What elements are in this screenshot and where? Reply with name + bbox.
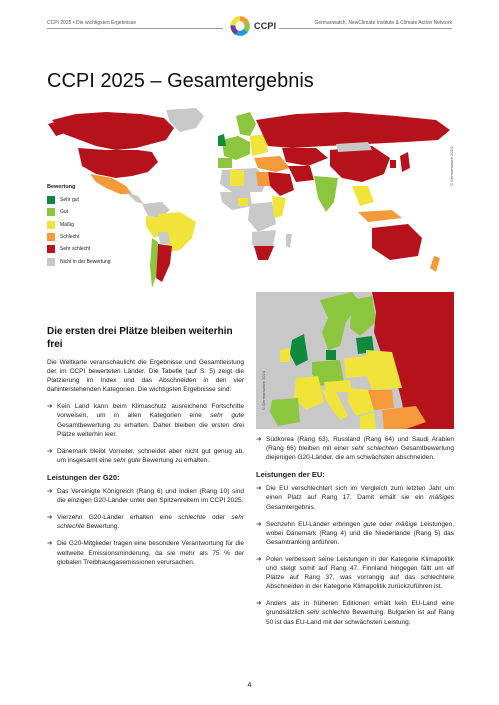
map-egypt <box>256 172 270 186</box>
text-segment: Gesamtbewertung zu erhalten. Daher bleiben die ersten drei Plätze weiterhin leer. <box>57 421 244 438</box>
eu-heading: Leistungen der EU: <box>256 470 325 480</box>
text-segment: Das Vereinigte Königreich (Rang 6) und Indien (Rang 10) sind die einzigen G20-Länder unter den Spitzenreitern im CCPI 2025. <box>57 488 244 505</box>
left-column <box>47 358 244 575</box>
text-segment: Vierzehn G20-Länder erhalten eine <box>57 514 179 522</box>
arrow-bullet-icon: ➔ <box>47 540 53 548</box>
text-segment: Polen verbessert seine Leistungen in der Kategorie Klimapolitik und steigt somit auf Rang 47. Finnland hingegen fällt um elf Plätze auf Rang 37, was vorrangig auf das schlechtere Abschneiden in der Kategorie Klimapolitik zurückzuführen ist. <box>266 555 454 591</box>
text-emphasis: sehr gute <box>210 412 244 420</box>
map-korea <box>390 160 396 168</box>
arrow-bullet-icon: ➔ <box>256 520 262 528</box>
text-emphasis: sehr schlechte <box>57 514 245 531</box>
legend-item <box>47 255 111 267</box>
legend-item <box>47 243 111 255</box>
map-turkey-middle-east <box>254 156 290 172</box>
legend-label: Mäßig <box>60 221 74 228</box>
legend-label: Gut <box>60 209 69 216</box>
map-australia <box>372 224 422 260</box>
legend-item <box>47 231 111 243</box>
map-europe-west <box>222 136 250 160</box>
header-rule-left <box>47 28 223 29</box>
text-emphasis: sehr schlechten <box>351 445 399 453</box>
map-madagascar <box>286 234 292 248</box>
text-emphasis: sehr gute <box>113 456 141 464</box>
europe-map <box>256 292 454 429</box>
text-segment: Die G20-Mitglieder tragen eine besondere Verantwortung für die weltweite Emissionsminderung, da sie mehr als 75 % der globalen Treibhausgasemissionen verursachen. <box>57 540 244 566</box>
map-russia <box>256 112 450 148</box>
legend-item <box>47 194 111 206</box>
europe-map-denmark <box>326 350 336 360</box>
page-number: 4 <box>247 682 252 689</box>
map-canada <box>52 112 174 150</box>
map-iran <box>288 166 314 182</box>
arrow-bullet-icon: ➔ <box>47 447 53 455</box>
text-segment: Gesamtbewertung diejenigen G20-Länder, die am schwächsten abschneiden. <box>266 445 454 462</box>
europe-map-copyright: © Germanwatch 2024 <box>261 371 266 410</box>
legend-title: Bewertung <box>47 184 76 190</box>
page-header <box>0 0 499 44</box>
map-scandinavia <box>236 112 256 136</box>
map-southeast-asia <box>352 186 374 206</box>
list-item <box>47 539 244 566</box>
map-south-africa <box>254 246 274 260</box>
legend-swatch <box>47 258 55 266</box>
arrow-bullet-icon: ➔ <box>47 514 53 522</box>
arrow-bullet-icon: ➔ <box>256 555 262 563</box>
map-east-africa <box>272 196 286 218</box>
europe-map-poland <box>344 356 368 378</box>
text-emphasis: sehr schlechte <box>306 609 350 617</box>
map-legend <box>47 184 111 268</box>
list-item <box>47 402 244 438</box>
map-japan <box>400 152 410 172</box>
list-item <box>256 520 454 547</box>
map-kazakhstan-central-asia <box>282 148 328 166</box>
page-title: CCPI 2025 – Gesamtergebnis <box>47 70 314 92</box>
text-segment: oder <box>205 514 232 522</box>
list-item <box>47 513 244 531</box>
ccpi-logo <box>228 13 277 41</box>
map-copyright: © Germanwatch 2024 <box>449 147 454 186</box>
map-bolivia <box>158 232 170 244</box>
text-segment: Die EU verschlechtert sich im Vergleich zum letzten Jahr um einen Platz auf Rang 17. Damit erhält sie ein <box>266 485 454 502</box>
arrow-bullet-icon: ➔ <box>256 485 262 493</box>
g20-heading: Leistungen der G20: <box>47 472 120 482</box>
map-usa <box>78 148 158 178</box>
europe-map-ireland <box>280 348 290 362</box>
map-algeria <box>230 170 244 186</box>
list-item <box>256 599 454 626</box>
map-chile <box>150 238 158 288</box>
ccpi-logo-icon <box>228 13 252 39</box>
legend-label: Sehr schlecht <box>60 246 91 253</box>
legend-label: Schlecht <box>60 234 80 241</box>
list-item <box>256 435 454 462</box>
text-segment: Bewertung zu erhalten. <box>140 456 210 464</box>
map-central-america <box>126 192 144 204</box>
header-rule-right <box>279 28 452 29</box>
legend-swatch <box>47 245 55 253</box>
text-emphasis: mäßige <box>395 520 418 528</box>
list-item <box>47 487 244 505</box>
arrow-bullet-icon: ➔ <box>47 403 53 411</box>
intro-paragraph: Die Weltkarte veranschaulicht die Ergebnisse und Gesamtleistung der im CCPI bewerteten Länder. Die Tabelle (auf S. 5) zeigt die Platzierung im Index und das Abschneiden in den vier dahinterstehenden Kategorien. Die wichtigsten Ergebnisse sind: <box>47 359 244 394</box>
legend-label: Nicht in der Bewertung <box>60 258 111 265</box>
arrow-bullet-icon: ➔ <box>256 436 262 443</box>
text-segment: Gesamtergebnis. <box>266 503 316 511</box>
text-segment: Dänemark bleibt Vorreiter, schneidet aber nicht gut genug ab, um insgesamt eine <box>57 447 244 464</box>
text-segment: Kein Land kann beim Klimaschutz ausreichend Fortschritte vorweisen, um in allen Kategorien eine <box>57 403 244 420</box>
arrow-bullet-icon: ➔ <box>47 488 53 496</box>
map-nigeria <box>238 198 248 206</box>
legend-item <box>47 219 111 231</box>
text-emphasis: gute <box>363 520 377 528</box>
legend-swatch <box>47 233 55 241</box>
legend-swatch <box>47 208 55 216</box>
map-india <box>314 176 338 212</box>
text-emphasis: schlechte <box>178 514 206 522</box>
legend-label: Sehr gut <box>60 197 79 204</box>
right-column <box>256 435 454 635</box>
logo-text: CCPI <box>254 21 277 31</box>
list-item <box>47 447 244 465</box>
map-saudi-arabia <box>268 172 294 196</box>
section-title: Die ersten drei Plätze bleiben weiterhin frei <box>47 326 233 350</box>
map-argentina <box>156 244 172 282</box>
text-segment: Sechzehn EU-Länder erbringen <box>266 520 364 528</box>
text-segment: Bewertung. <box>84 523 120 531</box>
legend-item <box>47 206 111 218</box>
legend-swatch <box>47 221 55 229</box>
map-uk <box>218 134 226 146</box>
list-item <box>256 555 454 591</box>
text-segment: Bewertung. Bulgarien ist auf Rang 50 ist das EU-Land mit der schwächsten Leistung. <box>266 609 454 626</box>
header-left-text: CCPI 2025 • Die wichtigsten Ergebnisse <box>47 20 137 26</box>
text-segment: Leistungen, wobei Dänemark (Rang 4) und die Niederlande (Rang 5) das Gesamtranking anführen. <box>266 520 455 546</box>
map-new-zealand <box>430 256 440 272</box>
text-segment: oder <box>376 520 396 528</box>
legend-swatch <box>47 196 55 204</box>
text-segment: Südkorea (Rang 63), Russland (Rang 64) und Saudi Arabien (Rang 66) bleiben mit einer <box>266 436 454 453</box>
text-segment: Anders als in früheren Editionen erhält kein EU-Land eine grundsätzlich <box>266 600 454 617</box>
arrow-bullet-icon: ➔ <box>256 600 262 608</box>
europe-map-austria-czech <box>324 380 352 392</box>
list-item <box>256 484 454 511</box>
map-iberia <box>218 158 232 168</box>
map-central-africa <box>248 202 276 232</box>
header-right-text: Germanwatch, NewClimate Institute & Climate Action Network <box>314 20 452 26</box>
text-emphasis: mäßiges <box>429 494 454 502</box>
map-indonesia <box>358 210 402 222</box>
